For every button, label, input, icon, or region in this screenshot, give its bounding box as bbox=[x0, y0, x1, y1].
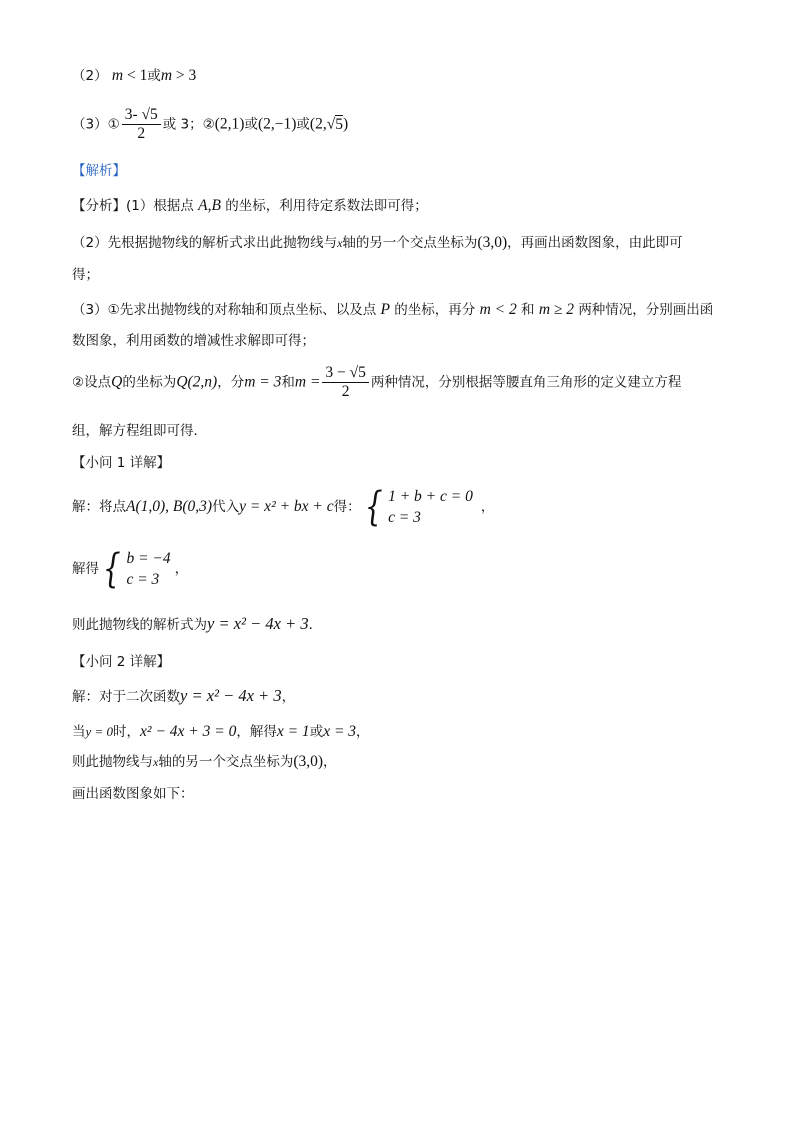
equation-system-2: { b = −4 c = 3 bbox=[102, 546, 171, 592]
analysis-line-2-cont: 得； bbox=[72, 267, 99, 283]
q2-heading: 【小问 2 详解】 bbox=[72, 654, 171, 670]
equation-system-1: { 1 + b + c = 0 c = 3 bbox=[364, 484, 473, 530]
fraction-three-minus-root5: $\frac{3- √5}{2}$ bbox=[122, 106, 161, 143]
analysis-line-4-cont: 组，解方程组即可得． bbox=[72, 423, 207, 439]
q1-heading: 【小问 1 详解】 bbox=[72, 455, 171, 471]
jiexi-heading: 【解析】 bbox=[72, 163, 126, 179]
q1-line-2: 解得 { b = −4 c = 3 ， bbox=[72, 546, 189, 592]
q2-line-2: 当y = 0时，x² − 4x + 3 = 0，解得x = 1或x = 3， bbox=[72, 723, 370, 740]
q1-line-1: 解：将点A(1,0), B(0,3)代入y = x² + bx + c得： { 1 + b + c = 0 c = 3 ， bbox=[72, 484, 495, 530]
answer-2-line: （2） m < 1或m > 3 bbox=[72, 67, 197, 84]
q1-line-3: 则此抛物线的解析式为y = x² − 4x + 3． bbox=[72, 614, 323, 633]
analysis-label: 【分析】 bbox=[72, 198, 126, 214]
analysis-line-4: ②设点Q的坐标为Q(2,n)，分m = 3和m = $\frac{3 - √5}{2}$ 两种情况，分别根据等腰直角三角形的定义建立方程 bbox=[72, 364, 682, 400]
q2-line-3: 则此抛物线与x轴的另一个交点坐标为(3,0)， bbox=[72, 753, 337, 770]
answer-2-label: （2） bbox=[72, 68, 108, 84]
answer-3-label: （3）① bbox=[72, 116, 120, 133]
analysis-line-1: 【分析】(1）根据点 A,B 的坐标，利用待定系数法即可得； bbox=[72, 197, 428, 214]
analysis-line-3-cont: 数图象，利用函数的增减性求解即可得； bbox=[72, 333, 315, 349]
q2-line-1: 解：对于二次函数y = x² − 4x + 3， bbox=[72, 686, 296, 705]
answer-3-line: （3）① $\frac{3- √5}{2}$ 或 3；②(2,1)或(2,−1)或(2,√5) bbox=[72, 106, 349, 142]
left-brace-icon: { bbox=[102, 546, 121, 592]
left-brace-icon: { bbox=[364, 484, 383, 530]
analysis-line-2: （2）先根据抛物线的解析式求出此抛物线与x轴的另一个交点坐标为(3,0)，再画出函数图象，由此即可 bbox=[72, 234, 683, 251]
q2-line-4: 画出函数图象如下： bbox=[72, 786, 194, 802]
fraction-three-minus-root5-b: $\frac{3 - √5}{2}$ bbox=[322, 364, 369, 401]
analysis-line-3: （3）①先求出抛物线的对称轴和顶点坐标、以及点 P 的坐标，再分 m < 2 和 m ≥ 2 两种情况，分别画出函 bbox=[72, 301, 714, 318]
